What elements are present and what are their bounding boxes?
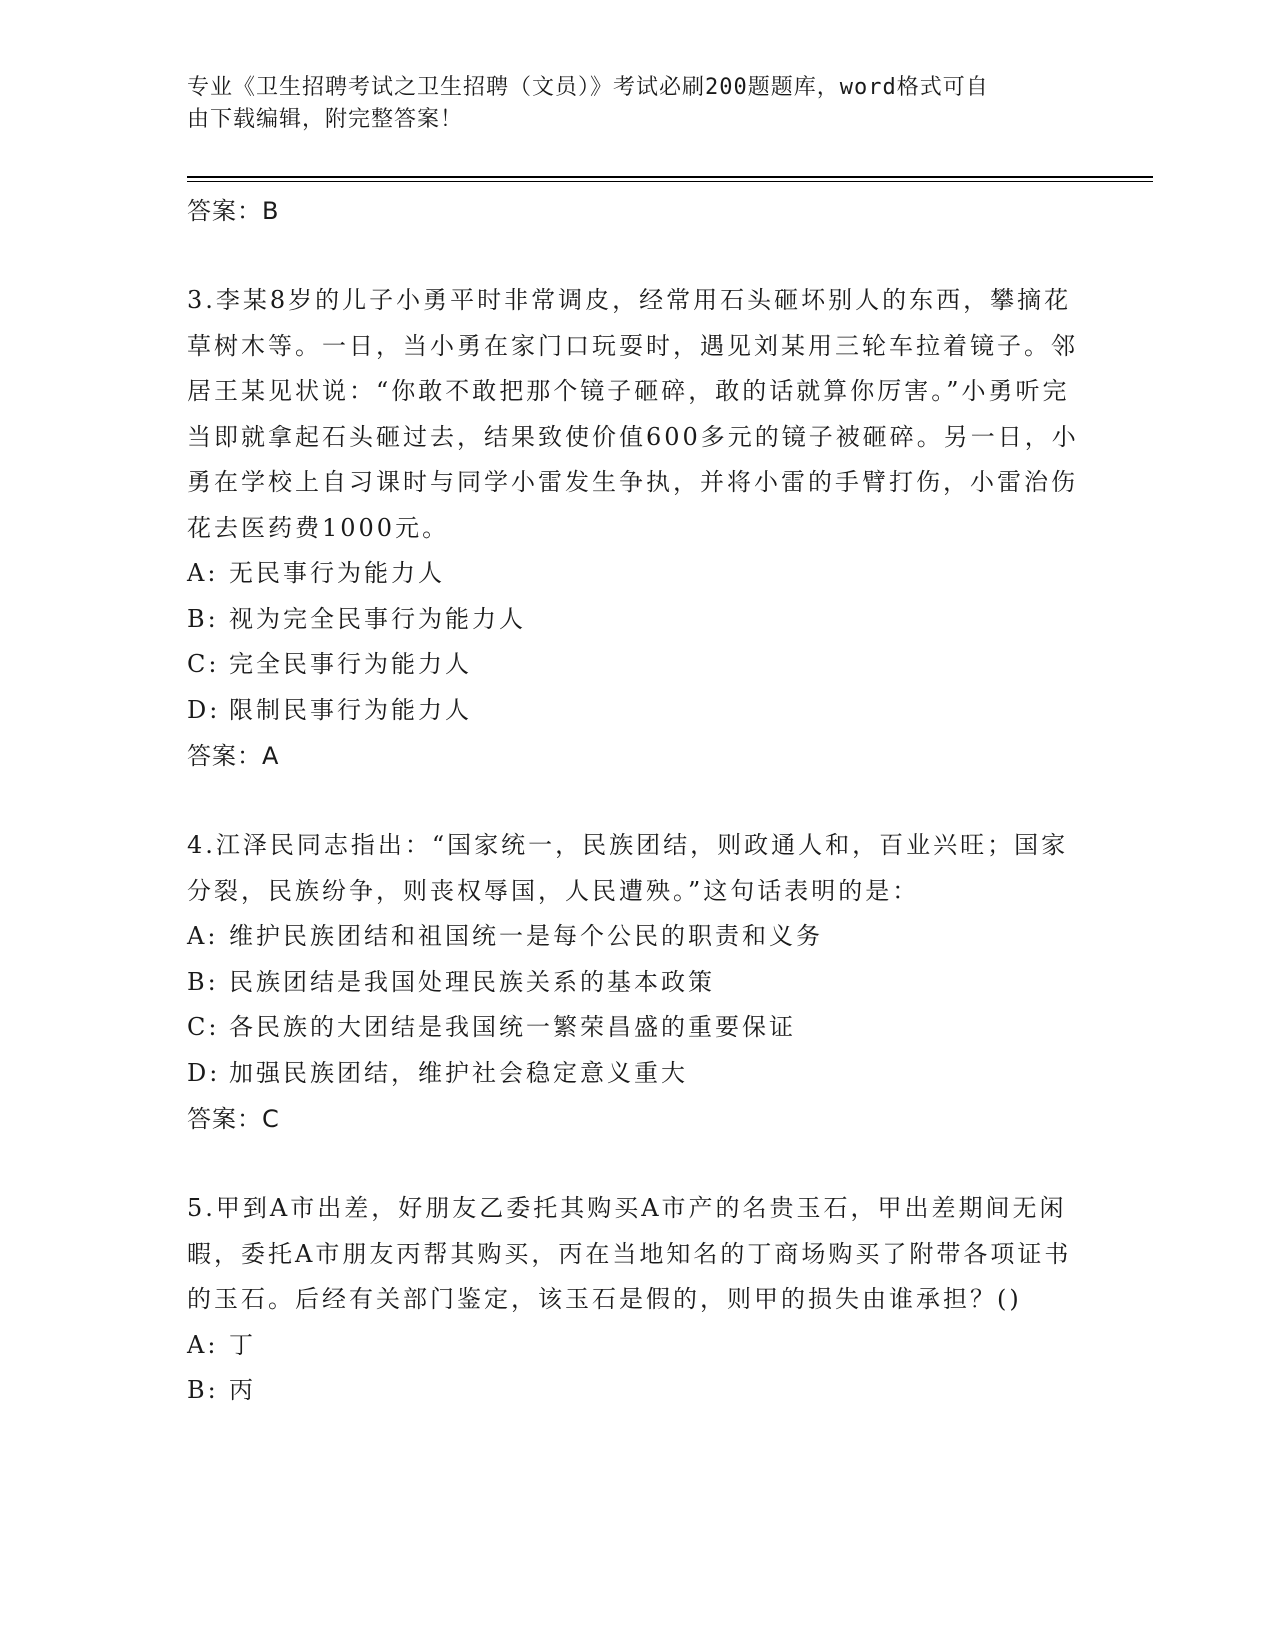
option-key: D:: [187, 695, 221, 724]
option-a: [187, 551, 1087, 597]
answer-line: 答案：A: [187, 742, 280, 770]
answer-line: 答案：B: [187, 197, 280, 225]
option-d: [187, 1051, 1087, 1097]
option-b: [187, 597, 1087, 643]
option-b: [187, 960, 1087, 1006]
option-c: [187, 642, 1087, 688]
header-line-2: 由下载编辑，附完整答案！: [187, 107, 464, 132]
option-key: C:: [187, 650, 220, 678]
option-text: 加强民族团结，维护社会稳定意义重大: [229, 1058, 688, 1087]
header-rule-thin: [187, 181, 1153, 182]
option-text: 民族团结是我国处理民族关系的基本政策: [229, 967, 715, 996]
question-4: [187, 823, 1087, 1142]
option-key: A:: [187, 559, 219, 587]
option-a: [187, 1323, 1087, 1369]
question-stem: 4.江泽民同志指出：“国家统一，民族团结，则政通人和，百业兴旺；国家分裂，民族纷争，则丧权辱国，人民遭殃。”这句话表明的是：: [187, 831, 1069, 905]
option-key: A:: [187, 1330, 219, 1359]
header-line-1: 专业《卫生招聘考试之卫生招聘（文员）》考试必刷200题题库，word格式可自: [187, 75, 989, 100]
header-rule-thick: [187, 176, 1153, 178]
option-text: 视为完全民事行为能力人: [229, 604, 526, 633]
option-key: C:: [187, 1013, 220, 1041]
option-c: [187, 1005, 1087, 1051]
option-key: B:: [187, 604, 219, 633]
answer-line: 答案：C: [187, 1105, 280, 1133]
document-header: [187, 72, 1067, 136]
question-3: [187, 278, 1087, 779]
option-text: 丁: [229, 1330, 256, 1359]
option-key: D:: [187, 1058, 221, 1087]
question-stem: 3.李某8岁的儿子小勇平时非常调皮，经常用石头砸坏别人的东西，攀摘花草树木等。一日，当小勇在家门口玩耍时，遇见刘某用三轮车拉着镜子。邻居王某见状说：“你敢不敢把那个镜子砸碎，敢的话就算你厉害。”小勇听完当即就拿起石头砸过去，结果致使价值600多元的镜子被砸碎。另一日，小勇在学校上自习课时与同学小雷发生争执，并将小雷的手臂打伤，小雷治伤花去医药费1000元。: [187, 286, 1079, 542]
option-key: B:: [187, 1376, 219, 1404]
question-5: [187, 1186, 1087, 1414]
option-key: B:: [187, 967, 219, 996]
option-text: 丙: [229, 1376, 256, 1404]
option-text: 各民族的大团结是我国统一繁荣昌盛的重要保证: [229, 1013, 796, 1041]
option-a: [187, 914, 1087, 960]
question-stem: 5.甲到A市出差，好朋友乙委托其购买A市产的名贵玉石，甲出差期间无闲暇，委托A市朋友丙帮其购买，丙在当地知名的丁商场购买了附带各项证书的玉石。后经有关部门鉴定，该玉石是假的，则甲的损失由谁承担？(): [187, 1194, 1072, 1313]
option-text: 限制民事行为能力人: [229, 695, 472, 724]
option-b: [187, 1368, 1087, 1414]
option-d: [187, 688, 1087, 734]
document-body: [187, 188, 1087, 1414]
option-key: A:: [187, 922, 219, 950]
option-text: 无民事行为能力人: [229, 559, 445, 587]
option-text: 完全民事行为能力人: [229, 650, 472, 678]
option-text: 维护民族团结和祖国统一是每个公民的职责和义务: [229, 922, 823, 950]
